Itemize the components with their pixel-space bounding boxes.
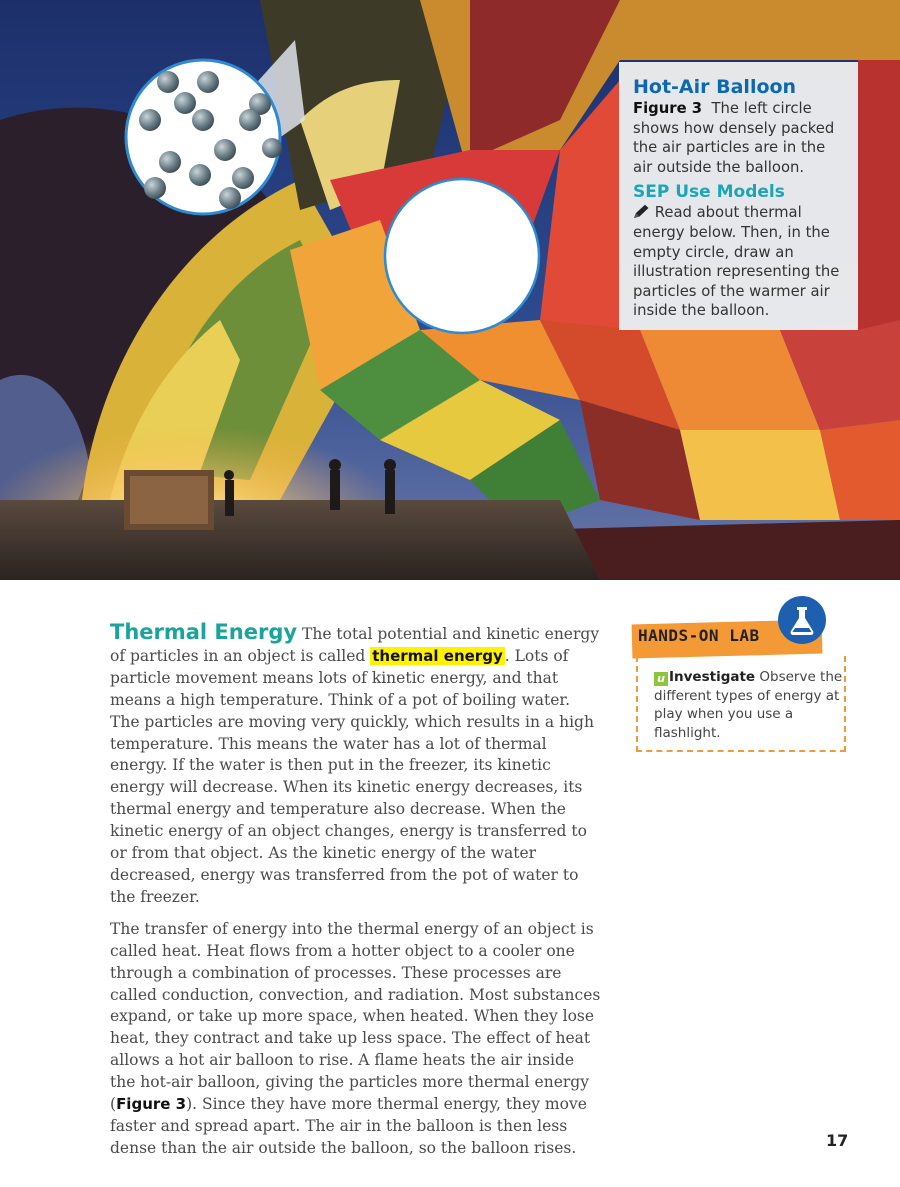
lab-title: HANDS-ON LAB <box>638 626 760 645</box>
hands-on-lab-box[interactable] <box>628 596 850 760</box>
sep-title: SEP Use Models <box>633 182 785 203</box>
paragraph-2-end: ). Since they have more thermal energy, they move faster and spread apart. The air in the balloon is then less dense than the air outside the balloon, so the balloon rises. <box>110 1095 587 1157</box>
paragraph-1-start: The total potential and kinetic energy of particles in an object is called <box>110 625 600 665</box>
page-number: 17 <box>826 1131 849 1150</box>
figure-reference[interactable]: Figure 3 <box>116 1095 187 1114</box>
vocab-term[interactable]: thermal energy <box>372 646 503 665</box>
figure-caption-box <box>619 62 858 330</box>
section-heading: Thermal Energy <box>110 620 298 644</box>
lab-action: Investigate <box>669 669 756 685</box>
empty-drawing-circle[interactable] <box>385 179 539 333</box>
figure-caption-text: The left circle shows how densely packed the air particles are in the air outside the balloon. <box>633 100 835 176</box>
uinvestigate-icon: u <box>654 672 668 686</box>
paragraph-2 <box>110 919 602 1160</box>
article-body <box>110 622 602 1160</box>
flask-icon <box>778 596 826 644</box>
figure-title: Hot-Air Balloon <box>633 76 797 98</box>
sep-instructions <box>633 203 848 321</box>
pencil-icon <box>633 204 650 219</box>
paragraph-2-start: The transfer of energy into the thermal energy of an object is called heat. Heat flows from a hotter object to a cooler one through a combination of processes. These processes are called conduction, convection, and radiation. Most substances expand, or take up more space, when heated. When they lose heat, they contract and take up less space. The effect of heat allows a hot air balloon to rise. A flame heats the air inside the hot-air balloon, giving the particles more thermal energy ( <box>110 919 601 1114</box>
lab-text <box>654 668 844 742</box>
figure-caption <box>633 99 848 177</box>
lab-description: Observe the different types of energy at play when you use a flashlight. <box>654 669 843 741</box>
figure-label: Figure 3 <box>633 100 703 117</box>
sep-text: Read about thermal energy below. Then, in the empty circle, draw an illustration representing the particles of the warmer air inside the balloon. <box>633 204 840 320</box>
paragraph-1 <box>110 622 602 909</box>
paragraph-1-end: . Lots of particle movement means lots of kinetic energy, and that means a high temperature. Think of a pot of boiling water. The particles are moving very quickly, which results in a high temperature. This means the water has a lot of thermal energy. If the water is then put in the freezer, its kinetic energy will decrease. When its kinetic energy decreases, its thermal energy and temperature also decrease. When the kinetic energy of an object changes, energy is transferred to or from that object. As the kinetic energy of the water decreased, energy was transferred from the pot of water to the freezer. <box>110 646 594 906</box>
